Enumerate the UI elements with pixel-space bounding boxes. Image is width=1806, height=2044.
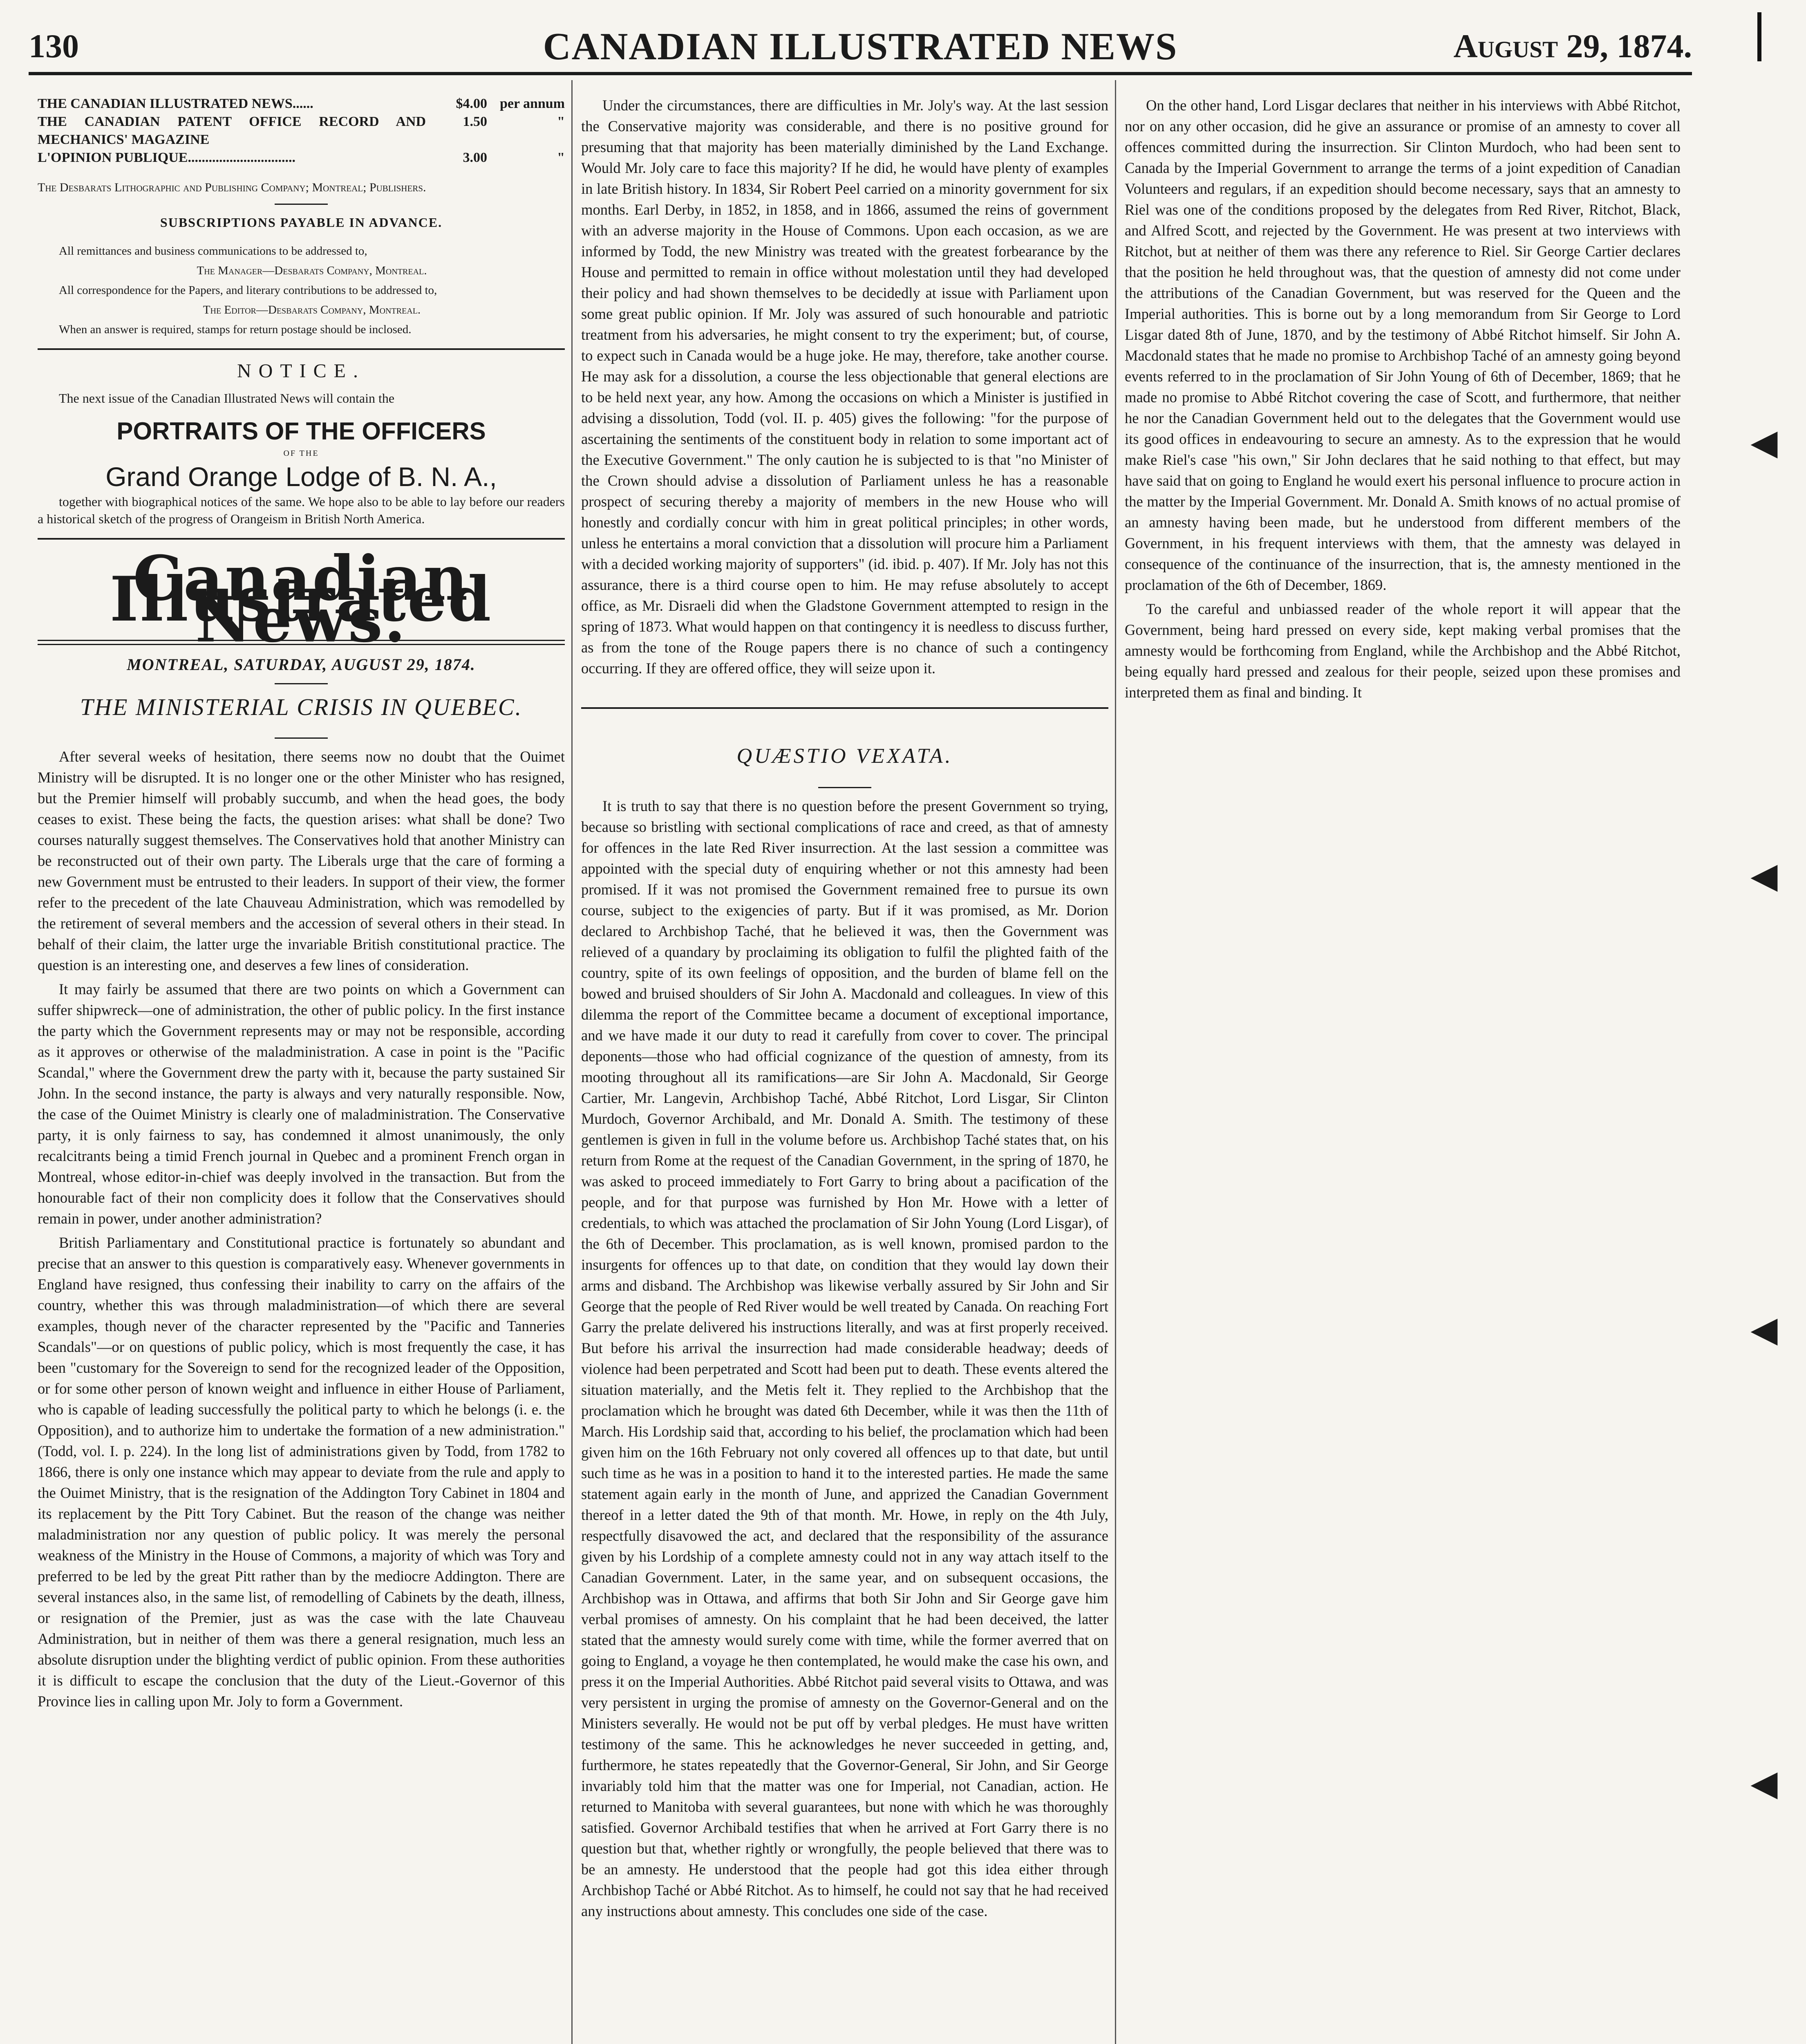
issue-date: August 29, 1874.	[1453, 27, 1692, 65]
notice-lodge: Grand Orange Lodge of B. N. A.,	[105, 462, 497, 492]
column-3	[1125, 95, 1681, 2044]
divider	[275, 683, 328, 684]
remittances-contact: The Manager—Desbarats Company, Montreal.	[197, 264, 427, 277]
article-body-part-2	[581, 95, 1108, 679]
column-2	[581, 95, 1108, 2044]
binding-mark	[1757, 12, 1761, 61]
remittances-text: All remittances and business communications to be addressed to,	[59, 244, 367, 258]
subscription-row: L'OPINION PUBLIQUE............................... 3.00 "	[38, 150, 565, 165]
article-paragraph: British Parliamentary and Constitutional practice is fortunately so abundant and precise that an answer to this question is comparatively easy. Whenever governments in England have resigned, thus confessing their inability to carry on the affairs of the country, whether this was through maladministration—of which there are several examples, though never of the character represented by the "Pacific and Tanneries Scandals"—or on questions of public policy, which is most frequently the case, it has been "customary for the Sovereign to send for the recognized leader of the Opposition, or for some other person of known weight and influence in either House of Parliament, who is capable of leading successfully the political party to which he belongs (i. e. the Opposition), and to authorize him to undertake the formation of a new administration." (Todd, vol. I. p. 224). In the long list of administrations given by Todd, from 1782 to 1866, there is only one instance which may appear to deviate from the rule and apply to the Ouimet Ministry, that is the resignation of the Addington Tory Cabinet in 1804 and its replacement by the Pitt Tory Cabinet. But the reason of the change was neither maladministration nor any question of public policy. It was merely the personal weakness of the Ministry in the House of Commons, a majority of which was Tory and preferred to be led by the great Pitt rather than by the mediocre Addington. There are several instances also, in the same list, of remodelling of Cabinets by the death, illness, or resignation of the Premier, just as was the case with the late Chauveau Administration, but in neither of them was there a general resignation, much less an absolute disruption under the blighting verdict of public opinion. From these authorities it is difficult to escape the conclusion that the duty of the Lieut.-Governor of this Province lies in calling upon Mr. Joly to form a Government.	[38, 1234, 565, 1710]
running-header	[29, 18, 1692, 67]
notice-portraits: PORTRAITS OF THE OFFICERS	[116, 417, 486, 445]
divider	[275, 204, 328, 205]
correspondence-contact: The Editor—Desbarats Company, Montreal.	[203, 303, 421, 316]
binding-tab-icon: ◄	[1742, 418, 1786, 468]
subscription-row: THE CANADIAN ILLUSTRATED NEWS...... $4.00 per annum	[38, 96, 565, 111]
publisher-line: The Desbarats Lithographic and Publishing Company; Montreal; Publishers.	[38, 181, 426, 194]
divider	[38, 348, 565, 350]
subscription-row: THE CANADIAN PATENT OFFICE RECORD AND MECHANICS' MAGAZINE 1.50 "	[38, 114, 565, 147]
publication-title: CANADIAN ILLUSTRATED NEWS	[543, 25, 1178, 68]
article-paragraph: It is truth to say that there is no question before the present Government so trying, because so bristling with sectional complications of race and creed, as that of amnesty for offences in the late Red River insurrection. At the last session a committee was appointed with the special duty of enquiring whether or not this amnesty had been promised. If it was not promised the Government remained free to pursue its own course, subject to the exigencies of party. But if it was promised, as Mr. Dorion declared to Archbishop Taché, that he believed it was, then the Government was relieved of a quandary by proclaiming its obligation to fulfil the plighted faith of the country, spite of its own feelings of opposition, and the burden of blame fell on the bowed and bruised shoulders of Sir John A. Macdonald and colleagues. In view of this dilemma the report of the Committee became a document of exceptional importance, and we have made it our duty to read it carefully from cover to cover. The principal deponents—those who had official cognizance of the question of amnesty, from its mooting throughout all its ramifications—are Sir John A. Macdonald, Sir George Cartier, Mr. Langevin, Archbishop Taché, Abbé Ritchot, Lord Lisgar, Sir Clinton Murdoch, Governor Archibald, and Mr. Donald A. Smith. The testimony of these gentlemen is given in full in the volume before us. Archbishop Taché states that, on his return from Rome at the request of the Canadian Government, in the spring of 1870, he was asked to proceed immediately to Fort Garry to bring about a pacification of the people, and for that purpose was furnished by Hon Mr. Howe with a letter of credentials, to which was attached the proclamation of Sir John Young (Lord Lisgar), of the 6th of December. This proclamation, as is well known, promised pardon to the insurgents for offences up to that date, on condition that they would lay down their arms and disband. The Archbishop was likewise verbally assured by Sir John and Sir George that the people of Red River would be well treated by Canada. On reaching Fort Garry the prelate delivered his instructions literally, and was at first properly received. But before his arrival the insurrection had made considerable headway; deeds of violence had been perpetrated and Scott had been put to death. These events altered the situation materially, and the Metis felt it. They replied to the Archbishop that the proclamation which he brought was dated 6th December, while it was then the 11th of March. His Lordship said that, according to his belief, the proclamation which had been given him on the 16th February not only covered all offences up to that date, but until such time as he was in a position to hand it to the interested parties. He made the same statement again early in the month of June, and apprized the Canadian Government thereof in a letter dated the 9th of that month. Mr. Howe, in reply on the 4th July, respectfully disavowed the act, and declared that the responsibility of the assurance given by his Lordship of a complete amnesty could not in any way attach itself to the Canadian Government. Later, in the same year, and on subsequent occasions, the Archbishop was in Ottawa, and affirms that both Sir John and Sir George gave him verbal promises of amnesty. On his complaint that he had been deceived, the latter stated that the amnesty would surely come with time, while the former averred that on going to England, a voyage he then contemplated, he would make the case his own, and press it on the Imperial Authorities. Abbé Ritchot paid several visits to Ottawa, and was very persistent in urging the promise of amnesty on the Governor-General and on the Ministers severally. He would not be put off by verbal pledges. He must have written testimony of the same. This he acknowledges he never succeeded in getting, and, furthermore, he states repeatedly that the Governor-General, Sir John, and Sir George invariably told him that the matter was one for Imperial, not Canadian, action. He returned to Manitoba with several guarantees, but none with which he was thoroughly satisfied. Governor Archibald testifies that when he arrived at Fort Garry there is no question but that, whether rightly or wrongfully, the people believed that there was to be an amnesty. He understood that the people had got this idea either through Archbishop Taché or Abbé Ritchot. As to himself, he could not say that he had received any instructions about amnesty. This concludes one side of the case.	[581, 798, 1108, 1919]
binding-tab-icon: ◄	[1742, 1305, 1786, 1355]
column-1	[38, 95, 565, 2044]
binding-tab-icon: ◄	[1742, 851, 1786, 901]
column-rule-2	[1115, 80, 1116, 2044]
masthead-title: Canadian Illustrated News.	[110, 542, 493, 656]
article-body-part-4	[1125, 95, 1681, 703]
correspondence-text: All correspondence for the Papers, and literary contributions to be addressed to,	[59, 284, 437, 297]
article-body-part-1	[38, 746, 565, 1712]
header-rule	[29, 72, 1692, 75]
article-title: THE MINISTERIAL CRISIS IN QUEBEC.	[80, 694, 523, 720]
article-paragraph: It may fairly be assumed that there are two points on which a Government can suffer shipwreck—one of administration, the other of public policy. In the first instance the party which the Government represents may or may not be responsible, according as it approves or otherwise of the maladministration. A case in point is the "Pacific Scandal," where the Government drew the party with it, because the party sustained Sir John. In the second instance, the party is always and very naturally responsible. Now, the case of the Ouimet Ministry is clearly one of maladministration. The Conservative party, it is only fairness to say, has condemned it almost unanimously, the only recalcitrants being a timid French journal in Quebec and a prominent French organ in Montreal, whose editor-in-chief was deeply involved in the transaction. But from the honourable fact of their non complicity does it follow that the Conservatives should remain in power, under another administration?	[38, 981, 565, 1227]
stamps-note: When an answer is required, stamps for return postage should be inclosed.	[59, 323, 412, 336]
article-body-part-3	[581, 796, 1108, 1921]
divider	[581, 707, 1108, 709]
notice-intro: The next issue of the Canadian Illustrated News will contain the	[59, 391, 395, 406]
article-paragraph: To the careful and unbiassed reader of the whole report it will appear that the Government, being hard pressed on every side, kept making verbal promises that the amnesty would be forthcoming from England, while the Archbishop and the Abbé Ritchot, being equally hard pressed and zealous for their people, seized upon these promises and interpreted them as final and binding. It	[1125, 601, 1681, 701]
subscription-table	[38, 95, 565, 167]
divider	[38, 538, 565, 540]
article-title: QUÆSTIO VEXATA.	[736, 744, 953, 768]
notice-of-the: OF THE	[283, 449, 319, 458]
article-paragraph: On the other hand, Lord Lisgar declares that neither in his interviews with Abbé Ritchot, nor on any other occasion, did he give an assurance or promise of an amnesty to cover all offences committed during the insurrection. Sir Clinton Murdoch, who had been sent to Canada by the Imperial Government to arrange the terms of a joint expedition of Canadian Volunteers and regulars, if an expedition should become necessary, says that an amnesty to Riel was one of the conditions proposed by the delegates from Red River, Ritchot, Black, and Alfred Scott, and rejected by the Government. He was present at two interviews with Ritchot, but at neither of them was there any reference to Riel. Sir George Cartier declares that the position he held throughout was, that the question of amnesty did not come under the attributions of the Canadian Government, but was reserved for the Queen and the Imperial authorities. This is borne out by a long memorandum from Sir George to Lord Lisgar dated 8th of June, 1870, and by the testimony of Abbé Ritchot himself. Sir John A. Macdonald states that he made no promise to Archbishop Taché of an amnesty going beyond events referred to in the proclamation of Sir John Young of 6th of December, 1869; that he made no promise to Abbé Ritchot covering the case of Scott, and furthermore, that neither he nor the Canadian Government held out to the delegates that the Government would use its good offices in endeavouring to secure an amnesty. As to the expression that he would make Riel's case "his own," Sir John declares that he said nothing to that effect, but may have said that on going to England he would exert his personal influence to procure action in the matter by the Imperial Government. Mr. Donald A. Smith knows of no actual promise of an amnesty having been made, but he understood from different members of the Government, in his frequent interviews with them, that the amnesty was delayed in consequence of the continuance of the insurrection, that is, the amnesty mentioned in the proclamation of the 6th of December, 1869.	[1125, 97, 1681, 593]
notice-body: together with biographical notices of the same. We hope also to be able to lay before our readers a historical sketch of the progress of Orangeism in British North America.	[38, 494, 565, 526]
article-paragraph: After several weeks of hesitation, there seems now no doubt that the Ouimet Ministry will be disrupted. It is no longer one or the other Minister who has resigned, but the Premier himself will probably succumb, and when the head goes, the body ceases to exist. These being the facts, the question arises: what shall be done? Two courses naturally suggest themselves. The Conservatives hold that another Ministry can be reconstructed out of their own party. The Liberals urge that the care of forming a new Government must be entrusted to their leaders. In support of their view, the former refer to the precedent of the late Chauveau Administration, which was remodelled by the retirement of several members and the accession of several others in their stead. In behalf of their claim, the latter urge the invariable British constitutional practice. The question is an interesting one, and deserves a few lines of consideration.	[38, 748, 565, 973]
payable-heading: SUBSCRIPTIONS PAYABLE IN ADVANCE.	[160, 215, 443, 230]
notice-heading: NOTICE.	[237, 360, 365, 382]
article-paragraph: Under the circumstances, there are difficulties in Mr. Joly's way. At the last session the Conservative majority was considerable, and there is no positive ground for presuming that that majority has been materially diminished by the Land Exchange. Would Mr. Joly care to face this majority? If he did, he would have plenty of examples in late British history. In 1834, Sir Robert Peel carried on a minority government for six months. Earl Derby, in 1852, in 1858, and in 1866, assumed the reins of government with an adverse majority in the House of Commons. Upon each occasion, as we are informed by Todd, the new Ministry was treated with the greatest forbearance by the House and permitted to remain in office without molestation until they had developed their policy and had shown themselves to be decidedly at issue with Parliament upon some great public opinion. If Mr. Joly was assured of such honourable and patriotic treatment from his adversaries, he might consent to try the experiment; but, of course, to expect such in Canada would be a huge joke. He may, therefore, take another course. He may ask for a dissolution, a course the less objectionable that general elections are to be held next year, any how. Among the occasions on which a Minister is justified in advising a dissolution, Todd (vol. II. p. 405) gives the following: "for the purpose of ascertaining the sentiments of the constituent body in relation to some important act of the Executive Government." The only caution he is subjected to is that "no Minister of the Crown should advise a dissolution of Parliament unless he has a reasonable prospect of securing thereby a majority of members in the new House who will honestly and cordially concur with him in great political principles; in other words, unless he entertains a moral conviction that a dissolution will procure him a Parliament with a decided working majority of supporters" (id. ibid. p. 407). If Mr. Joly has not this assurance, there is a third course open to him. He may refuse absolutely to accept office, as Mr. Disraeli did when the Gladstone Government attempted to resign in the spring of 1873. What would happen on that contingency it is needless to discuss further, as from the tone of the Rouge papers there is no chance of such a contingency occurring. If they are offered office, they will seize upon it.	[581, 97, 1108, 677]
page-number: 130	[29, 27, 79, 65]
divider	[275, 737, 328, 739]
dateline: MONTREAL, SATURDAY, AUGUST 29, 1874.	[127, 655, 476, 674]
binding-tab-icon: ◄	[1742, 1759, 1786, 1809]
divider	[818, 787, 871, 788]
column-rule-1	[571, 80, 573, 2044]
